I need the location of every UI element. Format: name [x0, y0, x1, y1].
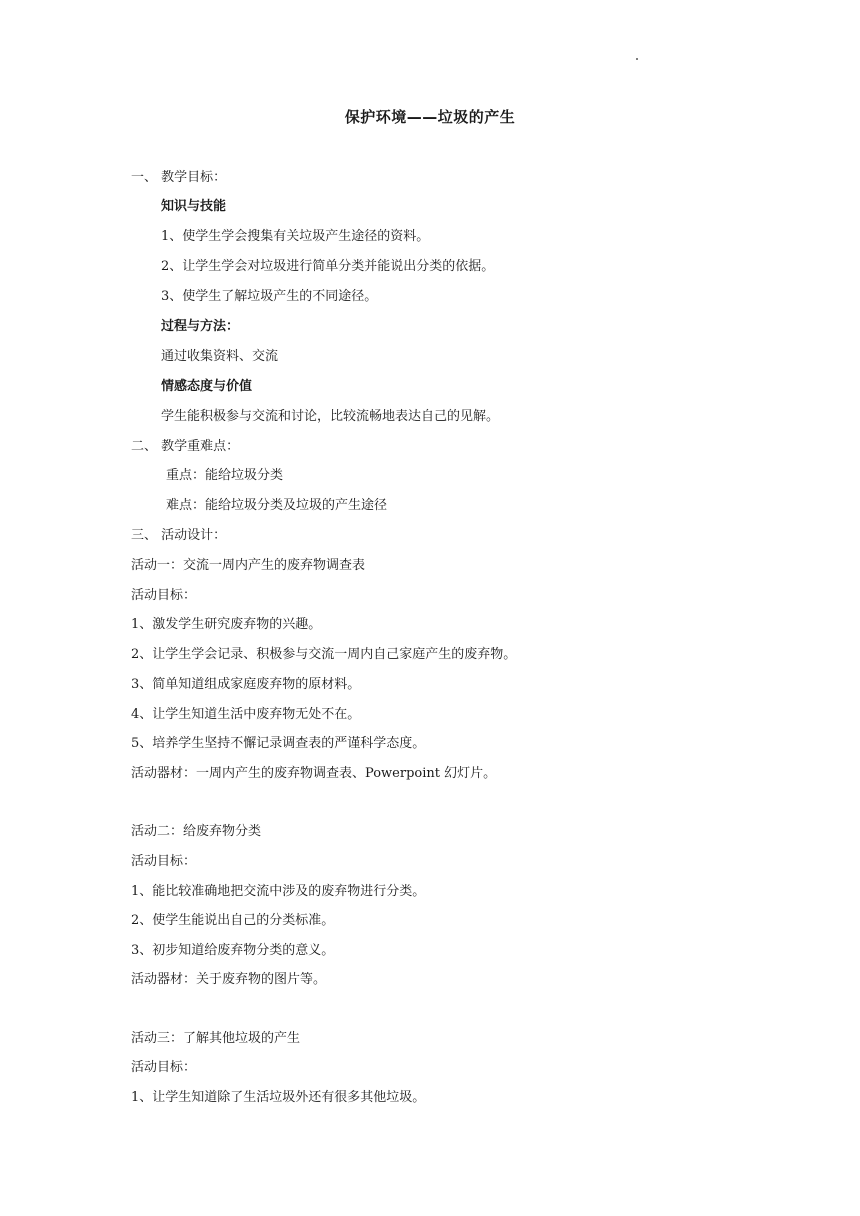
subheading-process: 过程与方法： — [161, 319, 240, 334]
list-item: 2、让学生学会记录、积极参与交流一周内自己家庭产生的废弃物。 — [131, 647, 517, 662]
list-item: 3、使学生了解垃圾产生的不同途径。 — [161, 289, 378, 304]
section-heading-key-points: 二、 教学重难点： — [131, 439, 240, 454]
list-item: 1、使学生学会搜集有关垃圾产生途径的资料。 — [161, 229, 430, 244]
document-title: 保护环境——垃圾的产生 — [344, 108, 516, 126]
list-item: 4、让学生知道生活中废弃物无处不在。 — [131, 707, 361, 722]
list-item: 2、让学生学会对垃圾进行简单分类并能说出分类的依据。 — [161, 259, 495, 274]
subheading-emotion: 情感态度与价值 — [161, 379, 253, 394]
list-item: 3、初步知道给废弃物分类的意义。 — [131, 943, 335, 958]
activity-title: 活动三：了解其他垃圾的产生 — [131, 1031, 301, 1046]
paragraph-process: 通过收集资料、交流 — [161, 349, 279, 364]
section-heading-objectives: 一、 教学目标： — [131, 170, 227, 185]
key-point: 重点：能给垃圾分类 — [166, 468, 284, 483]
list-item: 3、简单知道组成家庭废弃物的原材料。 — [131, 677, 361, 692]
activity-goal-label: 活动目标： — [131, 1060, 197, 1075]
paragraph-emotion: 学生能积极参与交流和讨论，比较流畅地表达自己的见解。 — [161, 409, 500, 424]
section-heading-activities: 三、 活动设计： — [131, 528, 227, 543]
activity-goal-label: 活动目标： — [131, 588, 197, 603]
list-item: 1、激发学生研究废弃物的兴趣。 — [131, 617, 322, 632]
list-item: 2、使学生能说出自己的分类标准。 — [131, 913, 335, 928]
activity-title: 活动一：交流一周内产生的废弃物调查表 — [131, 558, 366, 573]
difficult-point: 难点：能给垃圾分类及垃圾的产生途径 — [166, 498, 388, 513]
list-item: 1、能比较准确地把交流中涉及的废弃物进行分类。 — [131, 884, 426, 899]
header-mark — [636, 58, 638, 60]
activity-equipment: 活动器材：关于废弃物的图片等。 — [131, 972, 327, 987]
list-item: 1、让学生知道除了生活垃圾外还有很多其他垃圾。 — [131, 1090, 426, 1105]
activity-equipment: 活动器材：一周内产生的废弃物调查表、Powerpoint 幻灯片。 — [131, 766, 497, 781]
list-item: 5、培养学生坚持不懈记录调查表的严谨科学态度。 — [131, 736, 426, 751]
subheading-knowledge: 知识与技能 — [161, 199, 227, 214]
activity-goal-label: 活动目标： — [131, 854, 197, 869]
activity-title: 活动二：给废弃物分类 — [131, 824, 262, 839]
